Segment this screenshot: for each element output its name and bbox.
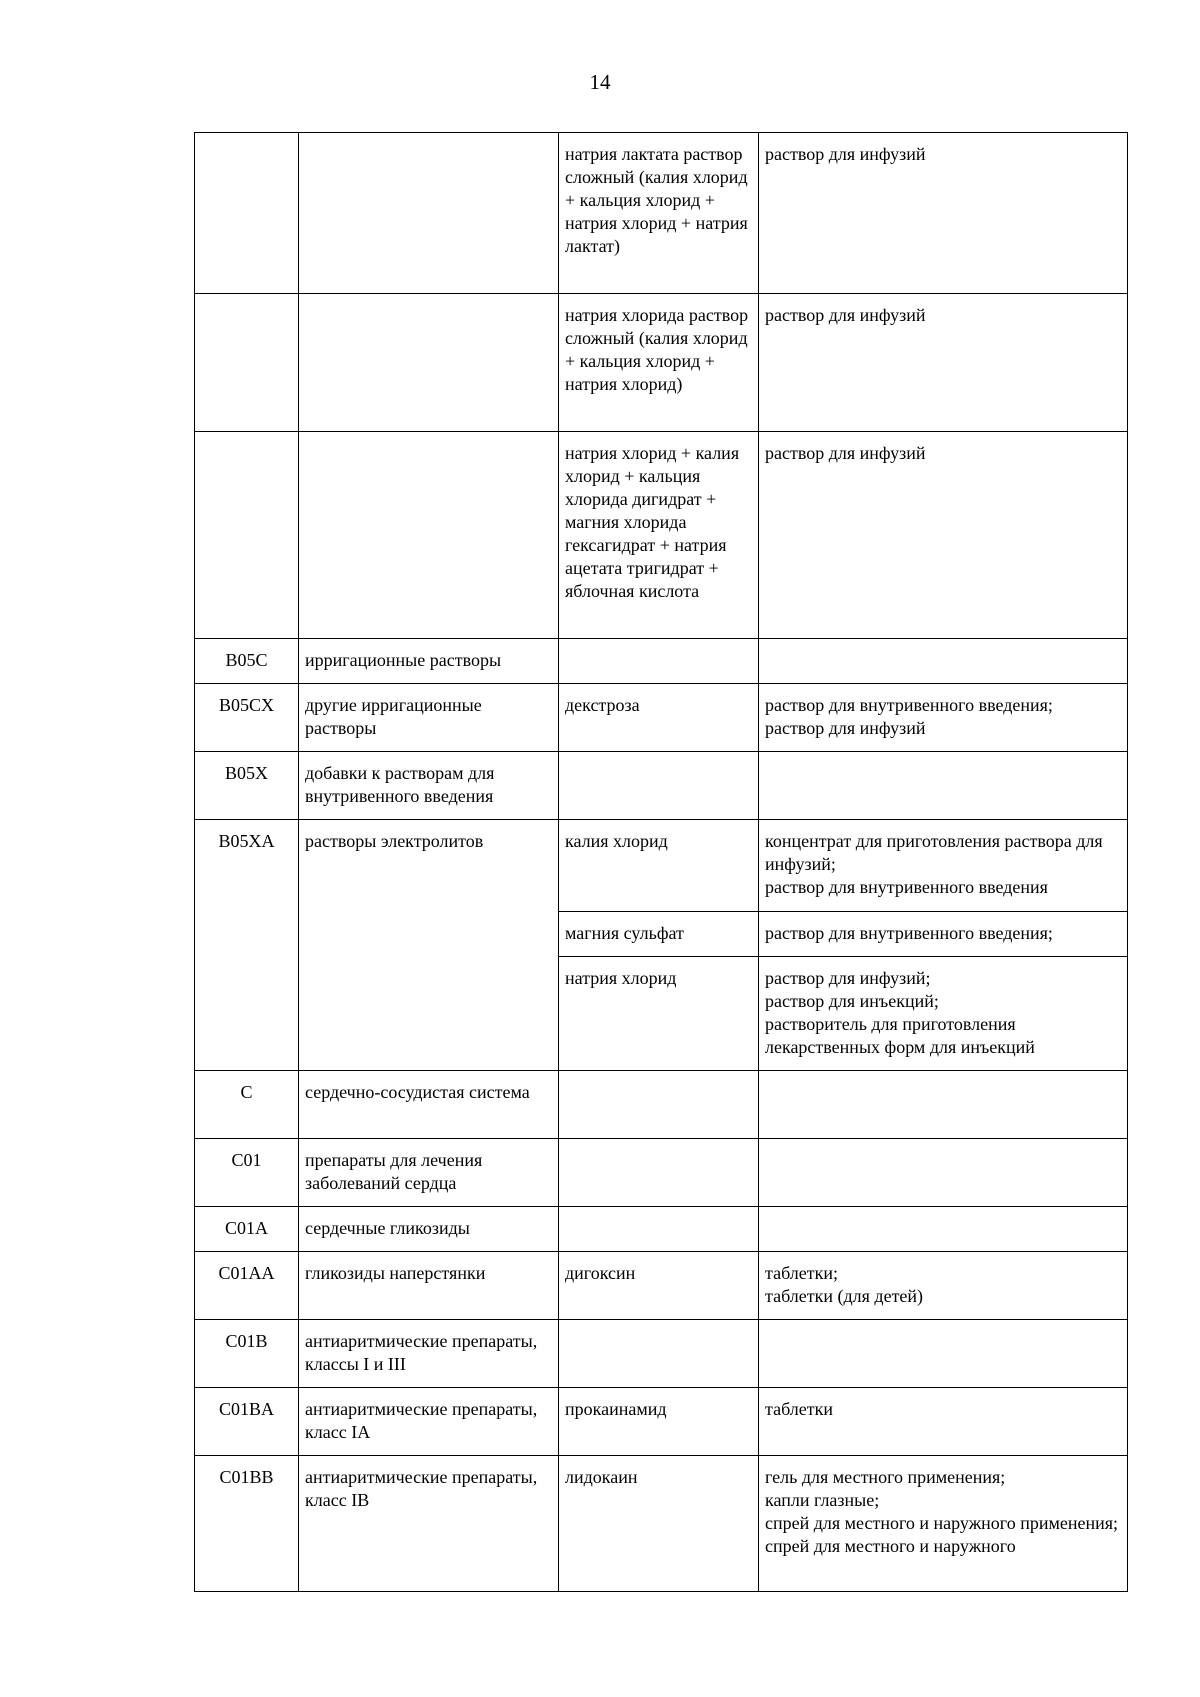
group-cell: добавки к растворам для внутривенного введения	[299, 752, 559, 820]
dosage-form: раствор для внутривенного введения	[765, 877, 1048, 897]
substance-cell: натрия лактата раствор сложный (калия хлорид + кальция хлорид + натрия хлорид + натрия лактат)	[559, 133, 759, 294]
dosage-form: раствор для инфузий	[765, 443, 926, 463]
dosage-form: таблетки	[765, 1399, 834, 1419]
dosage-form: растворитель для приготовления лекарственных форм для инъекций	[765, 1014, 1035, 1057]
atc-code-cell	[195, 432, 299, 639]
atc-code-cell	[195, 133, 299, 294]
dosage-form: раствор для внутривенного введения;	[765, 923, 1053, 943]
table-row	[195, 1320, 1128, 1388]
atc-code-cell	[195, 294, 299, 432]
dosage-forms-cell	[759, 1071, 1128, 1139]
table-row	[195, 1071, 1128, 1139]
atc-code-cell: C01	[195, 1139, 299, 1207]
dosage-forms-cell	[759, 684, 1128, 752]
table-row	[195, 294, 1128, 432]
group-cell: ирригационные растворы	[299, 639, 559, 684]
dosage-forms-cell	[759, 1388, 1128, 1456]
dosage-form: гель для местного применения;	[765, 1467, 1006, 1487]
atc-code-cell: B05X	[195, 752, 299, 820]
substance-cell: магния сульфат	[559, 912, 759, 957]
dosage-forms-cell	[759, 639, 1128, 684]
group-cell: антиаритмические препараты, классы I и III	[299, 1320, 559, 1388]
drug-table	[194, 132, 1128, 1592]
substance-cell: натрия хлорида раствор сложный (калия хлорид + кальция хлорид + натрия хлорид)	[559, 294, 759, 432]
substance-cell: прокаинамид	[559, 1388, 759, 1456]
table-row	[195, 432, 1128, 639]
dosage-forms-cell	[759, 294, 1128, 432]
group-cell	[299, 432, 559, 639]
dosage-form: раствор для инъекций;	[765, 991, 939, 1011]
substance-cell: натрия хлорид	[559, 957, 759, 1071]
atc-code-cell: B05XA	[195, 820, 299, 1071]
dosage-form: таблетки (для детей)	[765, 1286, 924, 1306]
substance-cell: дигоксин	[559, 1252, 759, 1320]
dosage-form: раствор для инфузий	[765, 718, 926, 738]
group-cell: антиаритмические препараты, класс IB	[299, 1456, 559, 1592]
table-row	[195, 1207, 1128, 1252]
table-row	[195, 1139, 1128, 1207]
substance-cell	[559, 639, 759, 684]
group-cell: сердечно-сосудистая система	[299, 1071, 559, 1139]
substance-cell	[559, 1071, 759, 1139]
atc-code-cell: C01A	[195, 1207, 299, 1252]
atc-code-cell: C01B	[195, 1320, 299, 1388]
group-cell: гликозиды наперстянки	[299, 1252, 559, 1320]
group-cell: антиаритмические препараты, класс IA	[299, 1388, 559, 1456]
dosage-form: капли глазные;	[765, 1490, 880, 1510]
substance-cell: лидокаин	[559, 1456, 759, 1592]
substance-cell	[559, 1207, 759, 1252]
atc-code-cell: C01BA	[195, 1388, 299, 1456]
substance-cell	[559, 1139, 759, 1207]
atc-code-cell: C01BB	[195, 1456, 299, 1592]
group-cell	[299, 133, 559, 294]
substance-cell: декстроза	[559, 684, 759, 752]
atc-code-cell: C	[195, 1071, 299, 1139]
dosage-form: раствор для инфузий	[765, 305, 926, 325]
dosage-forms-cell	[759, 1252, 1128, 1320]
dosage-form: спрей для местного и наружного	[765, 1536, 1016, 1556]
dosage-forms-cell	[759, 912, 1128, 957]
dosage-form: таблетки;	[765, 1263, 839, 1283]
substance-cell: калия хлорид	[559, 820, 759, 912]
dosage-form: раствор для внутривенного введения;	[765, 695, 1053, 715]
dosage-forms-cell	[759, 820, 1128, 912]
atc-code-cell: B05C	[195, 639, 299, 684]
dosage-form: раствор для инфузий;	[765, 968, 931, 988]
table-row	[195, 820, 1128, 912]
page-number: 14	[589, 70, 611, 94]
dosage-form: спрей для местного и наружного применения;	[765, 1513, 1119, 1533]
table-row	[195, 1456, 1128, 1592]
dosage-forms-cell	[759, 1320, 1128, 1388]
group-cell	[299, 294, 559, 432]
table-row	[195, 752, 1128, 820]
dosage-forms-cell	[759, 1139, 1128, 1207]
dosage-forms-cell	[759, 957, 1128, 1071]
dosage-forms-cell	[759, 1207, 1128, 1252]
table-row	[195, 1252, 1128, 1320]
substance-cell: натрия хлорид + калия хлорид + кальция хлорида дигидрат + магния хлорида гексагидрат + натрия ацетата тригидрат + яблочная кислота	[559, 432, 759, 639]
dosage-forms-cell	[759, 432, 1128, 639]
table-row	[195, 133, 1128, 294]
dosage-form: раствор для инфузий	[765, 144, 926, 164]
dosage-forms-cell	[759, 752, 1128, 820]
table-row	[195, 639, 1128, 684]
group-cell: растворы электролитов	[299, 820, 559, 1071]
group-cell: препараты для лечения заболеваний сердца	[299, 1139, 559, 1207]
dosage-forms-cell	[759, 1456, 1128, 1592]
dosage-forms-cell	[759, 133, 1128, 294]
substance-cell	[559, 1320, 759, 1388]
substance-cell	[559, 752, 759, 820]
group-cell: сердечные гликозиды	[299, 1207, 559, 1252]
dosage-form: концентрат для приготовления раствора для инфузий;	[765, 831, 1103, 874]
atc-code-cell: C01AA	[195, 1252, 299, 1320]
atc-code-cell: B05CX	[195, 684, 299, 752]
group-cell: другие ирригационные растворы	[299, 684, 559, 752]
table-row	[195, 684, 1128, 752]
table-row	[195, 1388, 1128, 1456]
